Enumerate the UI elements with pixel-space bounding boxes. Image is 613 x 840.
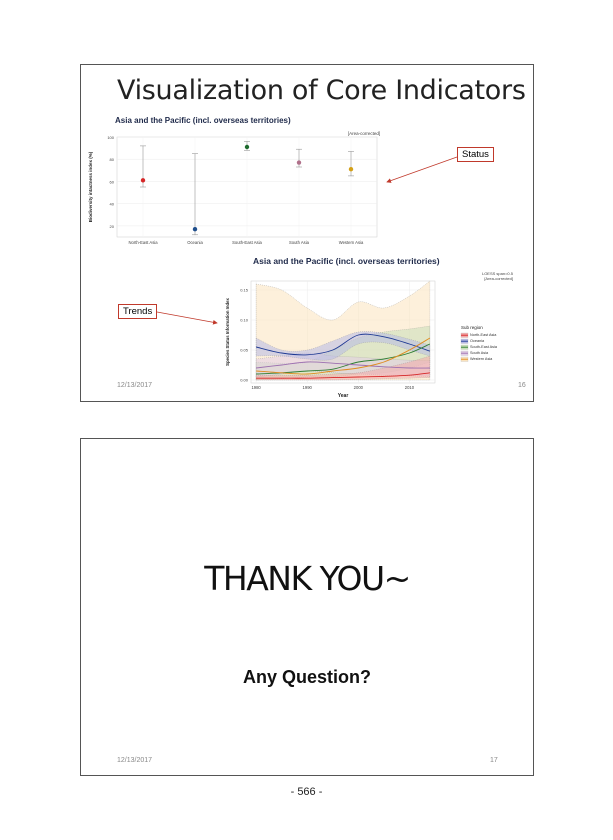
legend-label: South Asia	[470, 351, 489, 355]
legend-title: Sub region	[461, 325, 483, 330]
trends-callout: Trends	[118, 304, 157, 319]
legend-label: Oceania	[470, 339, 485, 343]
y-tick-label: 80	[109, 157, 114, 163]
y-tick-label: 60	[109, 179, 114, 185]
y-tick-label: 100	[107, 135, 114, 140]
callout-arrows	[81, 65, 533, 401]
x-tick-label: Oceania	[187, 240, 203, 245]
y-tick-label: 20	[109, 223, 114, 229]
y-axis-label: Species Status Information Index	[225, 298, 230, 366]
slide-title: Visualization of Core Indicators	[117, 75, 526, 106]
y-tick-label: 0.10	[240, 317, 248, 323]
slide-core-indicators	[80, 64, 534, 402]
x-tick-label: 2010	[404, 385, 415, 390]
y-tick-label: 0.15	[240, 287, 248, 293]
x-tick-label: South-East Asia	[232, 240, 262, 245]
question-text: Any Question?	[242, 667, 371, 687]
status-arrow	[387, 157, 457, 182]
area-corrected-note: [Area-corrected]	[484, 276, 513, 281]
loess-note: LOESS span=0.5	[481, 271, 513, 276]
thank-you-heading: THANK YOU~	[204, 559, 410, 598]
x-tick-label: 1980	[251, 385, 261, 390]
page-footer: - 566 -	[290, 786, 323, 798]
x-tick-label: Western Asia	[338, 240, 364, 245]
y-tick-label: 0.05	[240, 347, 248, 353]
legend-label: North-East Asia	[470, 333, 497, 337]
trends-chart-title: Asia and the Pacific (incl. overseas territories)	[253, 256, 440, 266]
y-tick-label: 40	[109, 201, 114, 207]
slide-number: 16	[518, 382, 526, 389]
status-callout: Status	[457, 147, 494, 162]
y-tick-label: 0.00	[240, 377, 248, 383]
legend-label: Western Asia	[470, 357, 493, 361]
x-tick-label: South Asia	[288, 240, 310, 245]
slide-date: 12/13/2017	[117, 757, 153, 764]
x-tick-label: 1990	[302, 385, 312, 390]
x-axis-label: Year	[337, 393, 349, 399]
slide-date: 12/13/2017	[117, 382, 153, 389]
x-tick-label: North-East Asia	[128, 240, 158, 245]
slide-thank-you	[80, 438, 534, 776]
area-corrected-note: [Area-corrected]	[347, 131, 381, 136]
trends-arrow	[157, 312, 217, 323]
y-axis-label: Biodiversity intactness index (%)	[88, 151, 93, 223]
x-tick-label: 2000	[353, 385, 363, 390]
legend-label: South-East Asia	[470, 345, 498, 349]
status-chart-title: Asia and the Pacific (incl. overseas territories)	[115, 116, 291, 125]
slide-number: 17	[490, 757, 498, 764]
